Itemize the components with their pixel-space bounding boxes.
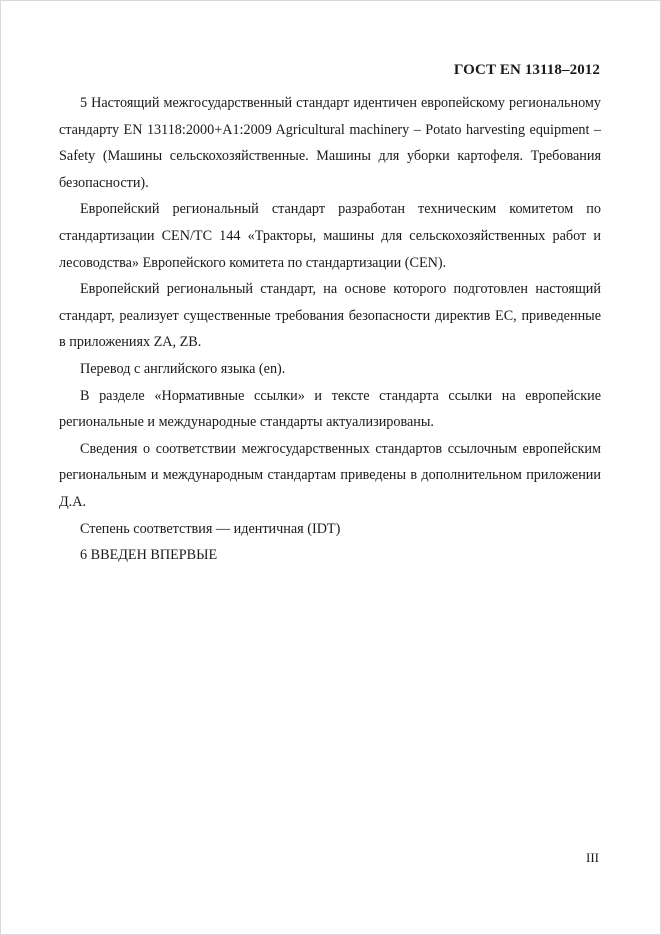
page-number: III xyxy=(586,850,599,865)
paragraph-translation-note: Перевод с английского языка (en). xyxy=(80,360,286,377)
document-body xyxy=(59,90,601,569)
paragraph-identity-statement: 5 Настоящий межгосударственный стандарт идентичен европейскому региональному стандарту EN 13118:2000+A1:2009 Agricultural machinery – Potato harvesting equipment – Safety (Машины сельскохозяйственные. Машины для уборки картофеля. Требования безопасности). xyxy=(59,95,601,191)
paragraph-degree-of-conformity: Степень соответствия — идентичная (IDT) xyxy=(80,520,341,537)
paragraph-conformity-info: Сведения о соответствии межгосударственных стандартов ссылочным европейским региональным и международным стандартам приведены в дополнительном приложении Д.А. xyxy=(59,440,601,510)
standard-code-header: ГОСТ EN 13118–2012 xyxy=(453,62,600,78)
paragraph-introduced-first: 6 ВВЕДЕН ВПЕРВЫЕ xyxy=(80,547,218,564)
paragraph-safety-requirements: Европейский региональный стандарт, на основе которого подготовлен настоящий стандарт, реализует существенные требования безопасности директив ЕС, приведенные в приложениях ZA, ZB. xyxy=(59,281,601,351)
paragraph-technical-committee: Европейский региональный стандарт разработан техническим комитетом по стандартизации CEN/TC 144 «Тракторы, машины для сельскохозяйственных работ и лесоводства» Европейского комитета по стандартизации (CEN). xyxy=(59,201,601,271)
paragraph-references-note: В разделе «Нормативные ссылки» и тексте стандарта ссылки на европейские региональные и международные стандарты актуализированы. xyxy=(59,387,601,431)
